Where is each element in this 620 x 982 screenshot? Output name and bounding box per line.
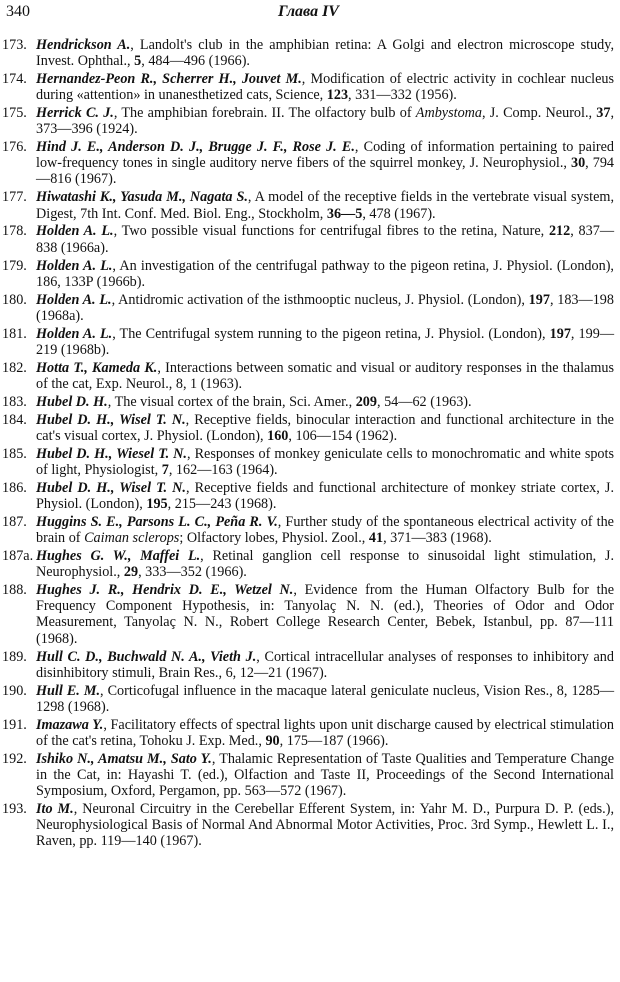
reference-number: 186.	[2, 480, 27, 497]
reference-number: 182.	[2, 359, 27, 376]
reference-authors: Huggins S. E., Parsons L. C., Peña R. V.	[36, 514, 278, 531]
reference-item	[2, 37, 614, 69]
volume-number: 5	[134, 53, 142, 70]
species-name: Ambystoma	[415, 105, 482, 122]
volume-number: 90	[265, 732, 280, 749]
reference-number: 191.	[2, 716, 27, 733]
reference-authors: Herrick C. J.	[36, 105, 114, 122]
reference-item	[2, 223, 614, 255]
reference-authors: Hull C. D., Buchwald N. A., Vieth J.	[36, 648, 257, 665]
reference-item	[2, 412, 614, 444]
reference-number: 188.	[2, 582, 27, 599]
reference-number: 183.	[2, 393, 27, 410]
reference-text: , Neuronal Circuitry in the Cerebellar Efferent System, in: Yahr M. D., Purpura D. P. (eds.), Neurophysiological Basis of Normal And Abnormal Motor Activities, Proc. 3rd Symp., Hewlett L. I., Raven, pp. 119—140 (1967).	[36, 800, 615, 850]
reference-authors: Hendrickson A.	[36, 37, 131, 53]
reference-item	[2, 801, 614, 849]
reference-text: , The visual cortex of the brain, Sci. Amer.,	[107, 393, 356, 410]
volume-number: 209	[355, 393, 377, 410]
reference-item	[2, 751, 614, 799]
reference-pages-year: , 175—187 (1966).	[279, 732, 389, 749]
reference-item	[2, 446, 614, 478]
reference-authors: Holden A. L.	[36, 291, 112, 308]
reference-text: , Evidence from the Human Olfactory Bulb for the Frequency Component Hypothesis, in: Tanyolaç N. N. (ed.), Theories of Odor and Odor Measurement, Tanyolaç N. N., Robert College Research Center, Bebek, Istanbul, pp. 87—111 (1968).	[36, 582, 614, 647]
reference-item	[2, 683, 614, 715]
reference-pages-year: , 331—332 (1956).	[348, 87, 457, 104]
reference-text: , Further study of the spontaneous electrical activity of the brain of	[36, 514, 614, 547]
chapter-title: Глава IV	[278, 3, 339, 20]
volume-number: 160	[267, 427, 289, 444]
volume-number: 29	[123, 564, 139, 581]
reference-authors: Holden A. L.	[36, 257, 113, 274]
reference-item	[2, 717, 614, 749]
reference-number: 187a.	[2, 548, 34, 565]
reference-item	[2, 326, 614, 358]
volume-number: 197	[549, 325, 571, 342]
reference-authors: Ishiko N., Amatsu M., Sato Y.	[36, 750, 212, 767]
reference-item	[2, 514, 614, 546]
reference-text: , Two possible visual functions for centrifugal fibres to the retina, Nature,	[113, 223, 549, 240]
reference-item	[2, 189, 614, 221]
reference-text: , Coding of information pertaining to paired low-frequency tones in single auditory nerve fibers of the squirrel monkey, J. Neurophysiol.,	[36, 139, 614, 172]
reference-authors: Hubel D. H.	[36, 393, 108, 410]
reference-item	[2, 360, 614, 392]
volume-number: 123	[326, 87, 349, 104]
volume-number: 37	[596, 105, 611, 122]
reference-pages-year: , 478 (1967).	[362, 205, 436, 222]
reference-pages-year: , 333—352 (1966).	[138, 564, 247, 581]
reference-pages-year: , 371—383 (1968).	[383, 530, 492, 547]
reference-text: , Facilitatory effects of spectral lights upon unit discharge caused by electrical stimulation of the cat's retina, Tohoku J. Exp. Med.,	[36, 716, 614, 749]
reference-pages-year: , 106—154 (1962).	[288, 427, 398, 444]
reference-number: 174.	[2, 71, 27, 88]
reference-text: , Modification of electric activity in cochlear nucleus during «attention» in unanesthetized cats, Science,	[36, 71, 614, 104]
reference-item	[2, 582, 614, 646]
reference-text: , The amphibian forebrain. II. The olfactory bulb of	[113, 105, 416, 122]
reference-authors: Holden A. L.	[36, 223, 114, 240]
reference-text: , Cortical intracellular analyses of responses to inhibitory and disinhibitory stimuli, Brain Res., 6, 12—21 (1967).	[36, 648, 614, 681]
volume-number: 41	[368, 530, 384, 547]
reference-pages-year: , 54—62 (1963).	[376, 393, 472, 410]
reference-authors: Ito M.	[36, 800, 74, 817]
reference-authors: Holden A. L.	[36, 325, 113, 342]
reference-authors: Hughes J. R., Hendrix D. E., Wetzel N.	[36, 582, 294, 599]
reference-text-cont: , J. Comp. Neurol.,	[482, 105, 597, 122]
reference-text: , Retinal ganglion cell response to sinusoidal light stimulation, J. Neurophysiol.,	[36, 548, 615, 581]
reference-item	[2, 394, 614, 410]
reference-text: , Antidromic activation of the isthmooptic nucleus, J. Physiol. (London),	[111, 291, 529, 308]
reference-number: 173.	[2, 37, 27, 53]
reference-number: 184.	[2, 411, 27, 428]
reference-item	[2, 258, 614, 290]
reference-authors: Hiwatashi K., Yasuda M., Nagata S.	[36, 189, 248, 206]
reference-number: 175.	[2, 105, 27, 122]
reference-text: , Receptive fields and functional architecture of monkey striate cortex, J. Physiol. (London),	[36, 480, 614, 513]
reference-number: 177.	[2, 189, 27, 206]
page-number: 340	[6, 3, 30, 20]
reference-item	[2, 480, 614, 512]
volume-number: 36—5	[326, 205, 363, 222]
reference-authors: Hull E. M.	[36, 682, 101, 699]
reference-number: 190.	[2, 682, 27, 699]
reference-text: , A model of the receptive fields in the vertebrate visual system, Digest, 7th Int. Conf. Med. Biol. Eng., Stockholm,	[36, 189, 614, 222]
reference-authors: Imazawa Y.	[36, 716, 104, 733]
reference-text: , Interactions between somatic and visual or auditory responses in the thalamus of the cat, Exp. Neurol., 8, 1 (1963).	[36, 359, 614, 392]
reference-list	[2, 37, 614, 851]
volume-number: 197	[528, 291, 550, 308]
reference-number: 185.	[2, 445, 27, 462]
reference-number: 187.	[2, 514, 27, 531]
reference-authors: Hughes G. W., Maffei L.	[36, 548, 201, 565]
reference-number: 176.	[2, 139, 27, 156]
species-name: Caiman sclerops	[84, 530, 180, 547]
reference-number: 192.	[2, 750, 27, 767]
reference-item	[2, 548, 614, 580]
reference-pages-year: , 837—838 (1966a).	[36, 223, 614, 256]
reference-pages-year: , 162—163 (1964).	[168, 462, 278, 479]
reference-authors: Hind J. E., Anderson D. J., Brugge J. F., Rose J. E.	[36, 139, 355, 156]
reference-pages-year: , 794—816 (1967).	[36, 155, 615, 188]
reference-item	[2, 71, 614, 103]
reference-item	[2, 292, 614, 324]
reference-authors: Hubel D. H., Wisel T. N.	[36, 480, 186, 497]
reference-text: , Responses of monkey geniculate cells to monochromatic and white spots of light, Physiologist,	[36, 445, 614, 479]
reference-text-cont: ; Olfactory lobes, Physiol. Zool.,	[179, 530, 369, 547]
reference-text: , Receptive fields, binocular interaction and functional architecture in the cat's visual cortex, J. Physiol. (London),	[36, 411, 614, 444]
reference-text: , Landolt's club in the amphibian retina: A Golgi and electron microscope study, Invest. Ophthal.,	[36, 37, 614, 70]
reference-authors: Hubel D. H., Wiesel T. N.	[36, 445, 187, 462]
reference-number: 180.	[2, 291, 27, 308]
reference-number: 178.	[2, 223, 27, 240]
reference-pages-year: , 183—198 (1968a).	[36, 291, 614, 324]
reference-pages-year: , 373—396 (1924).	[36, 105, 615, 138]
reference-authors: Hotta T., Kameda K.	[36, 359, 158, 376]
volume-number: 195	[146, 496, 168, 513]
reference-pages-year: , 484—496 (1966).	[141, 53, 250, 70]
volume-number: 7	[161, 462, 169, 479]
running-header	[3, 3, 614, 23]
reference-text: , Thalamic Representation of Taste Qualities and Temperature Change in the Cat, in: Hayashi T. (ed.), Olfaction and Taste II, Proceedings of the Second International Symposium, Oxford, Pergamon, pp. 563—572 (1967).	[36, 750, 614, 799]
reference-item	[2, 649, 614, 681]
reference-item	[2, 139, 614, 187]
reference-number: 179.	[2, 257, 27, 274]
reference-authors: Hubel D. H., Wisel T. N.	[36, 411, 186, 428]
reference-pages-year: , 215—243 (1968).	[167, 496, 277, 513]
reference-pages-year: , 199—219 (1968b).	[36, 325, 615, 358]
reference-text: , Corticofugal influence in the macaque lateral geniculate nucleus, Vision Res., 8, 1285—1298 (1968).	[36, 682, 615, 715]
volume-number: 30	[570, 155, 586, 172]
reference-authors: Hernandez-Peon R., Scherrer H., Jouvet M.	[36, 71, 302, 88]
reference-text: , An investigation of the centrifugal pathway to the pigeon retina, J. Physiol. (London), 186, 133P (1966b).	[36, 257, 614, 290]
reference-number: 193.	[2, 800, 27, 817]
reference-number: 181.	[2, 325, 27, 342]
reference-number: 189.	[2, 648, 27, 665]
reference-item	[2, 105, 614, 137]
reference-text: , The Centrifugal system running to the pigeon retina, J. Physiol. (London),	[112, 325, 550, 342]
volume-number: 212	[548, 223, 571, 240]
